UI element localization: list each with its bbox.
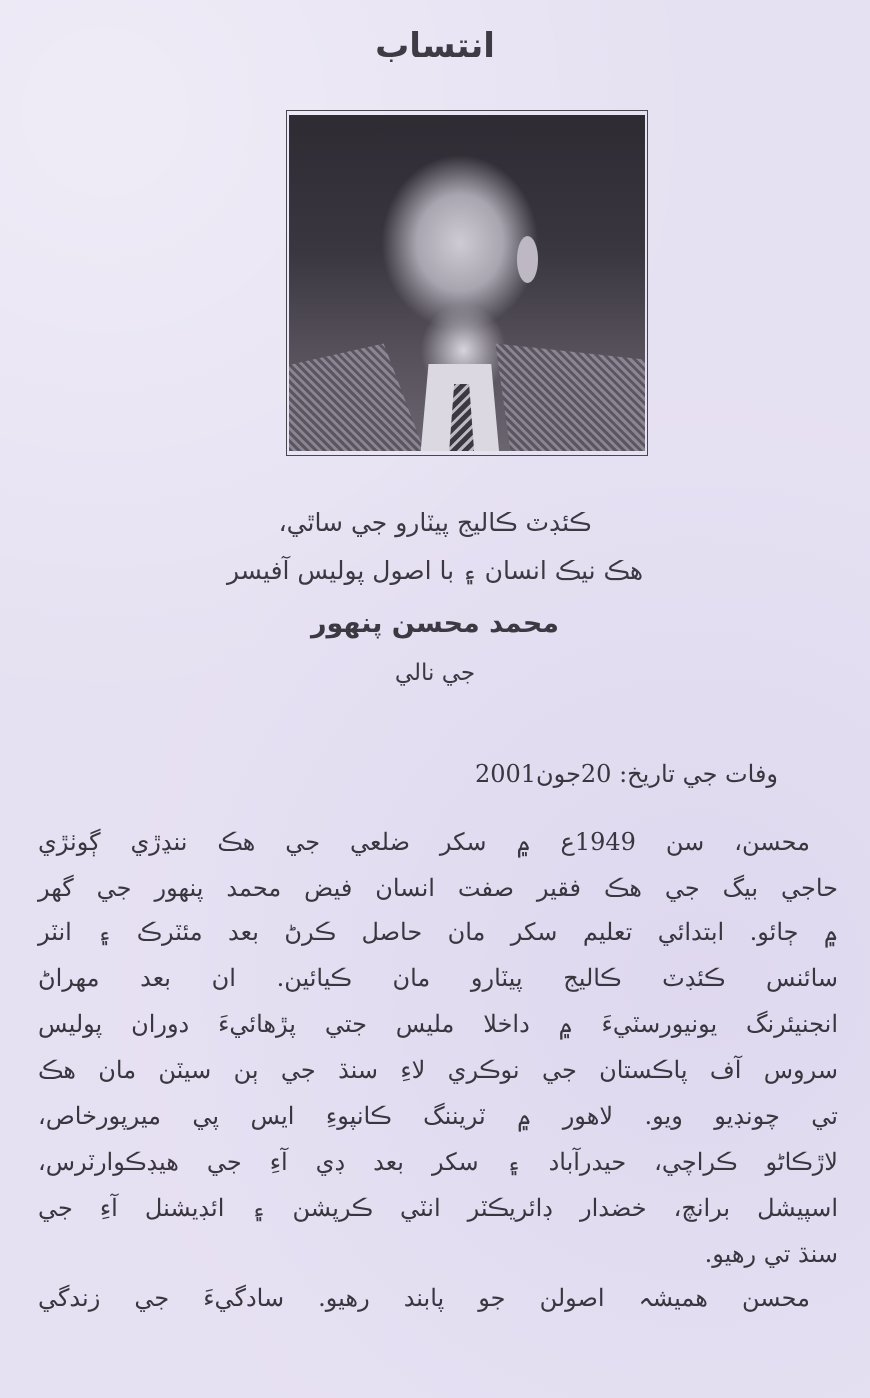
body-line-11: محسن هميشہ اصولن جو پابند رهيو. سادگيءَ جي زندگي bbox=[38, 1284, 810, 1312]
body-line-3: ۾ ڄائو. ابتدائي تعليم سکر مان حاصل ڪرڻ بعد مئٽرڪ ۽ انٽر bbox=[38, 918, 838, 946]
body-line-2: حاجي بيگ جي هڪ فقير صفت انسان فيض محمد پنهور جي گهر bbox=[38, 874, 839, 902]
body-line-9: اسپيشل برانچ، خضدار ڊائريڪٽر انٽي ڪرپشن ۽ ائڊيشنل آءِ جي bbox=[38, 1194, 838, 1222]
body-line-1: محسن، سن 1949ع ۾ سکر ضلعي جي هڪ ننڍڙي ڳوٺڙي bbox=[38, 828, 810, 856]
dedication-line-4: جي نالي bbox=[394, 660, 476, 686]
body-line-6: سروس آف پاڪستان جي نوڪري لاءِ سنڌ جي ٻن سيٽن مان هڪ bbox=[38, 1056, 838, 1084]
dedication-line-2: هڪ نيڪ انسان ۽ با اصول پوليس آفيسر bbox=[226, 556, 644, 585]
body-line-4: سائنس ڪئڊٽ ڪاليج پيٽارو مان ڪيائين. ان بعد مهراڻ bbox=[38, 964, 838, 992]
dedication-name: محمد محسن پنهور bbox=[310, 608, 560, 639]
body-line-10: سنڌ تي رهيو. bbox=[704, 1240, 838, 1268]
body-line-8: لاڙڪاڻو ڪراچي، حيدرآباد ۽ سکر بعد ڊي آءِ جي هيڊڪوارٽرس، bbox=[38, 1148, 838, 1176]
body-line-5: انجنيئرنگ يونيورسٽيءَ ۾ داخلا مليس جتي پڙهائيءَ دوران پوليس bbox=[38, 1010, 838, 1038]
death-date-line bbox=[475, 760, 778, 788]
page-title: انتساب bbox=[375, 26, 495, 66]
death-date-label: وفات جي تاريخ: bbox=[619, 760, 778, 788]
body-line-7: تي چونڊيو ويو. لاهور ۾ ٽريننگ ڪانپوءِ ايس پي ميرپورخاص، bbox=[38, 1102, 838, 1130]
dedication-line-1: ڪئڊٽ ڪاليج پيٽارو جي ساٿي، bbox=[278, 508, 592, 537]
death-date-value: 20جون2001 bbox=[474, 760, 612, 788]
biography-text bbox=[38, 0, 838, 1398]
